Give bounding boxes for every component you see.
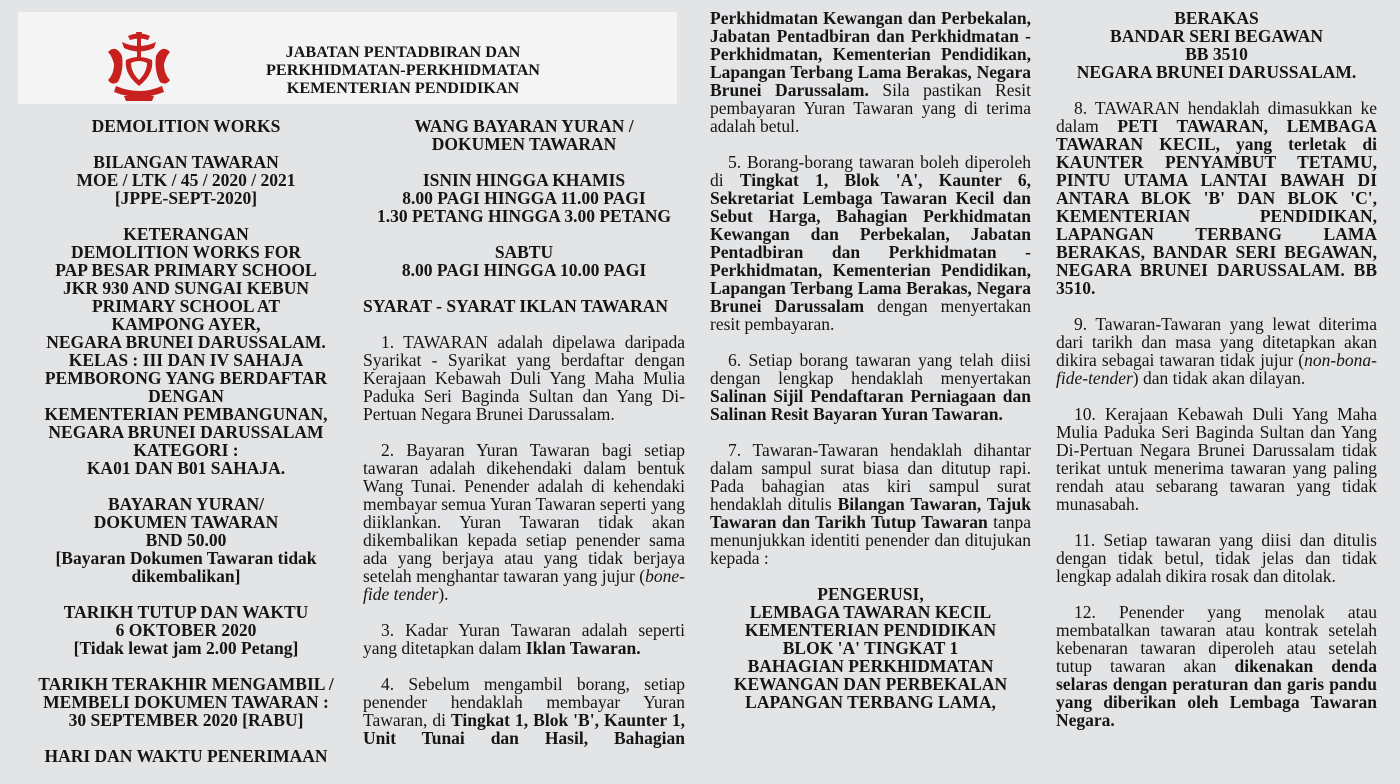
address-line: PENGERUSI, (817, 584, 924, 604)
header-banner (18, 12, 677, 104)
clause-10: 10. Kerajaan Kebawah Duli Yang Maha Mulia Paduka Seri Baginda Sultan dan Yang Di-Pertuan Negara Brunei Darussalam tidak terikat untuk menerima tawaran yang paling rendah atau sebarang tawaran yang tidak munasabah. (1056, 404, 1377, 514)
column-4 (1056, 9, 1377, 729)
keterangan-block (18, 225, 354, 477)
clause-9: 9. Tawaran-Tawaran yang lewat diterima dari tarikh dan masa yang ditetapkan akan dikira sebagai tawaran tidak jujur (non-bona-fide-tender) dan tidak akan dilayan. (1056, 314, 1377, 388)
tender-title: DEMOLITION WORKS (91, 116, 281, 136)
bilangan-number: MOE / LTK / 45 / 2020 / 2021 (76, 170, 296, 190)
tarikh-terakhir-line: 30 SEPTEMBER 2020 [RABU] (68, 710, 304, 730)
address-line: NEGARA BRUNEI DARUSSALAM. (1076, 62, 1357, 82)
bayaran-line: dikembalikan] (131, 566, 241, 586)
tarikh-terakhir-line: MEMBELI DOKUMEN TAWARAN : (43, 692, 329, 712)
isnin-line: ISNIN HINGGA KHAMIS (422, 170, 626, 190)
clause-6: 6. Setiap borang tawaran yang telah diisi dengan lengkap hendaklah menyertakan Salinan Sijil Pendaftaran Perniagaan dan Salinan Resit Bayaran Yuran Tawaran. (710, 350, 1031, 424)
keterangan-line: KEMENTERIAN PEMBANGUNAN, (44, 404, 328, 424)
wang-line: WANG BAYARAN YURAN / (414, 116, 634, 136)
address-line: BERAKAS (1174, 8, 1259, 28)
clause-2: 2. Bayaran Yuran Tawaran bagi setiap tawaran adalah dikehendaki dalam bentuk Wang Tunai. Penender adalah di kehendaki membayar semua Yuran Tawaran seperti yang diiklankan. Yuran Tawaran tidak akan dikembalikan kepada setiap penender sama ada yang berjaya atau yang tidak berjaya setelah menghantar tawaran yang jujur (bone-fide tender). (363, 440, 685, 604)
column-2 (363, 117, 685, 747)
tarikh-terakhir-block (18, 675, 354, 729)
keterangan-line: DEMOLITION WORKS FOR (70, 242, 302, 262)
keterangan-line: PEMBORONG YANG BERDAFTAR (44, 368, 328, 388)
keterangan-line: DENGAN (148, 386, 224, 406)
wang-line: DOKUMEN TAWARAN (431, 134, 617, 154)
address-line: BANDAR SERI BEGAWAN (1110, 26, 1323, 46)
bilangan-ref: [JPPE-SEPT-2020] (114, 188, 258, 208)
header-title (253, 43, 553, 97)
sabtu-line: 8.00 PAGI HINGGA 10.00 PAGI (401, 260, 647, 280)
header-line-2: PERKHIDMATAN-PERKHIDMATAN (266, 61, 540, 79)
address-block-start (710, 585, 1031, 711)
header-line-3: KEMENTERIAN PENDIDIKAN (286, 79, 520, 97)
keterangan-line: NEGARA BRUNEI DARUSSALAM (48, 422, 324, 442)
bayaran-line: BND 50.00 (145, 530, 227, 550)
wang-bayaran-heading (363, 117, 685, 153)
keterangan-line: KAMPONG AYER, (111, 314, 261, 334)
keterangan-line: KA01 DAN B01 SAHAJA. (86, 458, 286, 478)
bayaran-line: BAYARAN YURAN/ (107, 494, 265, 514)
brunei-crest-icon (100, 30, 178, 102)
keterangan-line: KETERANGAN (123, 224, 249, 244)
keterangan-line: NEGARA BRUNEI DARUSSALAM. (46, 332, 326, 352)
tarikh-tutup-line: TARIKH TUTUP DAN WAKTU (63, 602, 309, 622)
address-line: KEWANGAN DAN PERBEKALAN (733, 674, 1008, 694)
bilangan-label: BILANGAN TAWARAN (93, 152, 279, 172)
clause-7: 7. Tawaran-Tawaran hendaklah dihantar dalam sampul surat biasa dan ditutup rapi. Pada bahagian atas kiri sampul surat hendaklah ditulis Bilangan Tawaran, Tajuk Tawaran dan Tarikh Tutup Tawaran tanpa menunjukkan identiti penender dan ditujukan kepada : (710, 440, 1031, 568)
clause-11: 11. Setiap tawaran yang diisi dan ditulis dengan tidak betul, tidak jelas dan tidak lengkap adalah dikira rosak dan ditolak. (1056, 530, 1377, 586)
tarikh-tutup-line: 6 OKTOBER 2020 (115, 620, 257, 640)
clause-12: 12. Penender yang menolak atau membatalkan tawaran atau kontrak setelah kebenaran tawaran diperoleh atau setelah tutup tawaran akan dikenakan denda selaras dengan peraturan dan garis pandu yang diberikan oleh Lembaga Tawaran Negara. (1056, 602, 1378, 730)
column-3 (710, 9, 1031, 711)
sabtu-line: SABTU (494, 242, 554, 262)
keterangan-line: KATEGORI : (133, 440, 239, 460)
keterangan-line: PAP BESAR PRIMARY SCHOOL (55, 260, 317, 280)
bayaran-line: [Bayaran Dokumen Tawaran tidak (55, 548, 317, 568)
address-line: BAHAGIAN PERKHIDMATAN (747, 656, 994, 676)
syarat-heading: SYARAT - SYARAT IKLAN TAWARAN (363, 296, 669, 316)
column-1 (18, 117, 354, 765)
clause-1: 1. TAWARAN adalah dipelawa daripada Syarikat - Syarikat yang berdaftar dengan Kerajaan Kebawah Duli Yang Maha Mulia Paduka Seri Baginda Sultan dan Yang Di-Pertuan Negara Brunei Darussalam. (363, 332, 685, 424)
bayaran-line: DOKUMEN TAWARAN (93, 512, 279, 532)
isnin-hours (363, 171, 685, 225)
keterangan-line: KELAS : III DAN IV SAHAJA (68, 350, 304, 370)
tarikh-terakhir-line: TARIKH TERAKHIR MENGAMBIL / (38, 674, 334, 694)
clause-5: 5. Borang-borang tawaran boleh diperoleh di Tingkat 1, Blok 'A', Kaunter 6, Sekretariat Lembaga Tawaran Kecil dan Sebut Harga, Bahagian Perkhidmatan Kewangan dan Perbekalan, Jabatan Pentadbiran dan Perkhidmatan - Perkhidmatan, Kementerian Pendidikan, Lapangan Terbang Lama Berakas, Negara Brunei Darussalam dengan menyertakan resit pembayaran. (710, 152, 1032, 334)
address-block-end (1056, 9, 1377, 81)
tarikh-tutup-block (18, 603, 354, 657)
address-line: BLOK 'A' TINGKAT 1 (782, 638, 959, 658)
isnin-line: 8.00 PAGI HINGGA 11.00 PAGI (402, 188, 646, 208)
clause-8: 8. TAWARAN hendaklah dimasukkan ke dalam PETI TAWARAN, LEMBAGA TAWARAN KECIL, yang terletak di KAUNTER PENYAMBUT TETAMU, PINTU UTAMA LANTAI BAWAH DI ANTARA BLOK 'B' DAN BLOK 'C', KEMENTERIAN PENDIDIKAN, LAPANGAN TERBANG LAMA BERAKAS, BANDAR SERI BEGAWAN, NEGARA BRUNEI DARUSSALAM. BB 3510. (1056, 98, 1377, 298)
isnin-line: 1.30 PETANG HINGGA 3.00 PETANG (377, 206, 671, 226)
address-line: KEMENTERIAN PENDIDIKAN (744, 620, 997, 640)
header-line-1: JABATAN PENTADBIRAN DAN (285, 43, 521, 61)
bayaran-block (18, 495, 354, 585)
clause-4-start: 4. Sebelum mengambil borang, setiap penender hendaklah membayar Yuran Tawaran, di Tingkat 1, Blok 'B', Kaunter 1, Unit Tunai dan Hasil, Bahagian (363, 674, 685, 748)
address-line: LAPANGAN TERBANG LAMA, (745, 692, 996, 712)
clause-3: 3. Kadar Yuran Tawaran adalah seperti yang ditetapkan dalam Iklan Tawaran. (363, 620, 685, 658)
clause-4-continued: Perkhidmatan Kewangan dan Perbekalan, Jabatan Pentadbiran dan Perkhidmatan - Perkhidmatan, Kementerian Pendidikan, Lapangan Terbang Lama Berakas, Negara Brunei Darussalam. Sila pastikan Resit pembayaran Yuran Tawaran yang di terima adalah betul. (710, 8, 1031, 136)
sabtu-hours (363, 243, 685, 279)
address-line: BB 3510 (1185, 44, 1248, 64)
tarikh-tutup-line: [Tidak lewat jam 2.00 Petang] (73, 638, 299, 658)
keterangan-line: PRIMARY SCHOOL AT (91, 296, 280, 316)
hari-waktu-heading: HARI DAN WAKTU PENERIMAAN (44, 746, 328, 766)
keterangan-line: JKR 930 AND SUNGAI KEBUN (63, 278, 309, 298)
address-line: LEMBAGA TAWARAN KECIL (749, 602, 992, 622)
